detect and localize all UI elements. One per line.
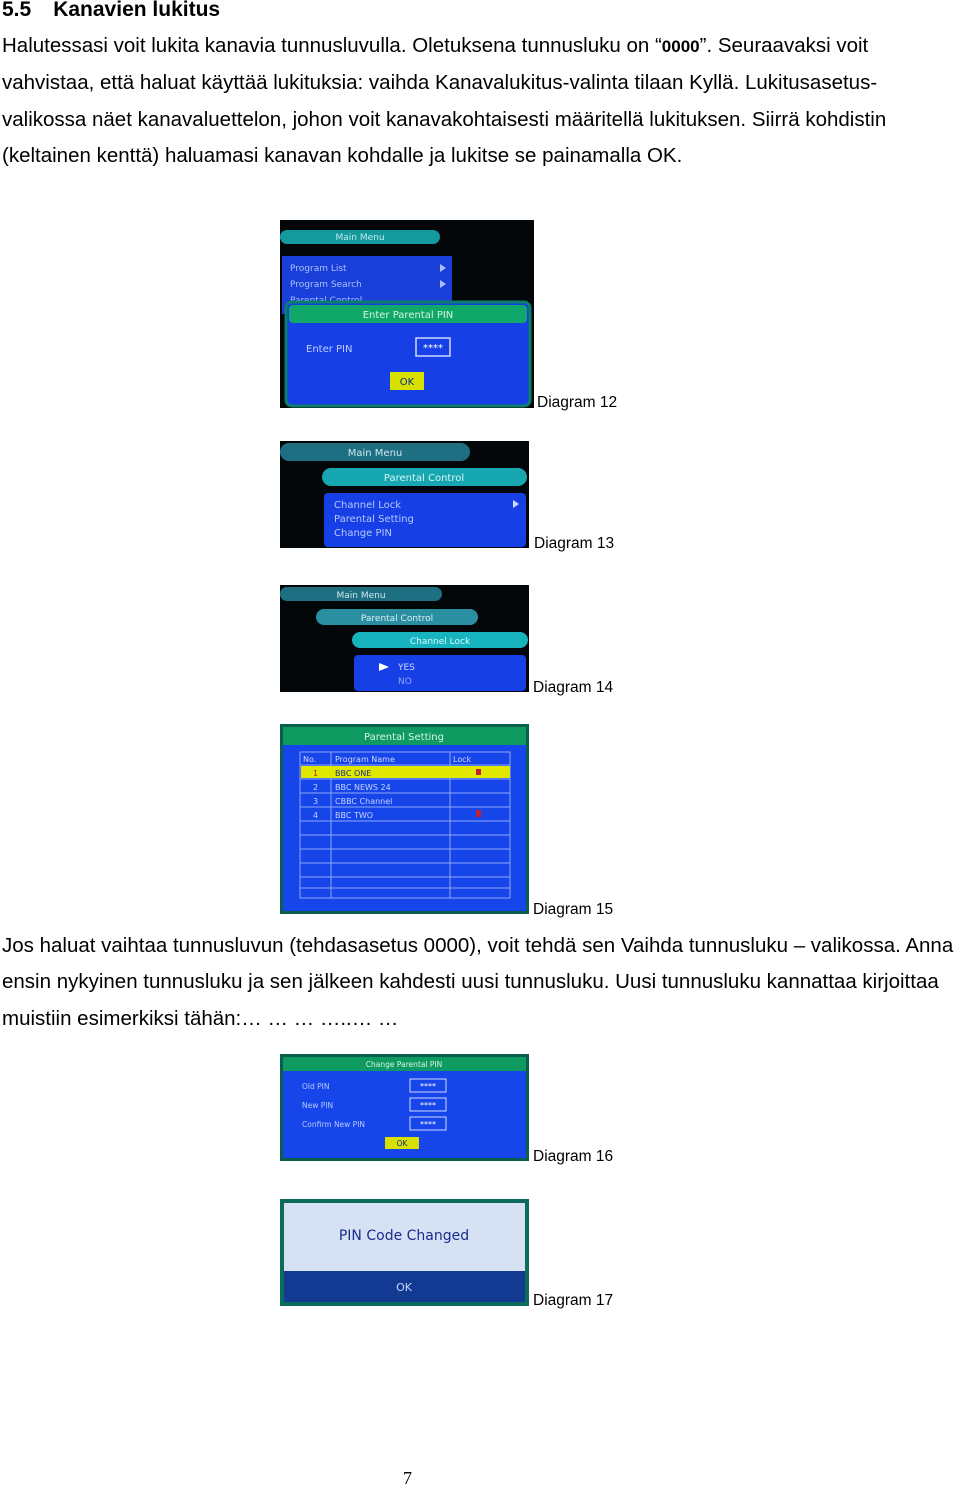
d13-menu-item: Change PIN <box>334 528 392 539</box>
diagram-17-screenshot <box>280 1199 529 1311</box>
d17-ok-button: OK <box>396 1281 412 1294</box>
diagram-16-caption: Diagram 16 <box>533 1148 614 1165</box>
diagram-12-caption: Diagram 12 <box>537 394 618 411</box>
intro-paragraph <box>2 28 958 174</box>
d15-title: Parental Setting <box>364 732 444 743</box>
diagram-16-screenshot <box>280 1054 529 1166</box>
d12-menu-item: Program List <box>290 264 347 274</box>
diagram-17-caption: Diagram 17 <box>533 1292 614 1309</box>
d14-main-menu: Main Menu <box>336 591 386 601</box>
d12-pin-label: Enter PIN <box>306 344 353 355</box>
d15-row-name: BBC NEWS 24 <box>335 783 391 792</box>
intro-text-start: Halutessasi voit lukita kanavia tunnusluvulla. Oletuksena tunnusluku on “ <box>2 34 662 57</box>
default-pin: 0000 <box>661 37 700 56</box>
d16-title: Change Parental PIN <box>365 1060 443 1069</box>
diagram-15-caption: Diagram 15 <box>533 901 614 918</box>
d14-option-no: NO <box>398 677 412 687</box>
d16-field-value: **** <box>420 1082 436 1091</box>
d14-submenu: Parental Control <box>360 614 434 624</box>
d17-message: PIN Code Changed <box>338 1228 470 1244</box>
diagram-14-caption: Diagram 14 <box>533 679 614 696</box>
d14-option-yes: YES <box>398 663 415 673</box>
d15-row-no: 4 <box>313 811 319 820</box>
d12-ok-button: OK <box>399 377 415 388</box>
d13-submenu: Parental Control <box>383 473 465 484</box>
d12-menu-item: Program Search <box>290 280 362 290</box>
page-number: 7 <box>403 1468 412 1488</box>
d12-main-menu: Main Menu <box>335 233 385 243</box>
d15-row-name: BBC TWO <box>335 811 374 820</box>
d15-row-no: 2 <box>313 783 319 792</box>
d15-header-lock: Lock <box>453 755 472 764</box>
intro-text-end: ”. Seuraavaksi voit vahvistaa, että haluat käyttää lukituksia: vaihda Kanavalukitus-valinta tilaan Kyllä. Lukitusasetus-valikossa näet kanavaluettelon, johon voit kanavakohtaisesti määritellä lukituksen. Siirrä kohdistin (keltainen kenttä) haluamasi kanavan kohdalle ja lukitse se painamalla OK. <box>2 34 887 167</box>
d14-subsubmenu: Channel Lock <box>409 637 471 647</box>
lock-icon <box>476 769 481 775</box>
d15-row-name: BBC ONE <box>335 769 372 778</box>
section-heading <box>2 0 220 22</box>
d16-ok-button: OK <box>396 1139 408 1148</box>
d13-menu-item: Parental Setting <box>334 514 414 525</box>
d15-row-name: CBBC Channel <box>335 797 393 806</box>
d16-field-label: Old PIN <box>302 1082 330 1091</box>
d15-row-no: 1 <box>313 769 319 778</box>
section-number: 5.5 <box>2 0 32 21</box>
d13-main-menu: Main Menu <box>347 448 403 459</box>
d13-menu-item: Channel Lock <box>334 500 402 511</box>
d16-field-label: Confirm New PIN <box>302 1120 366 1129</box>
diagram-13-caption: Diagram 13 <box>534 535 615 552</box>
diagram-14-screenshot <box>280 585 529 697</box>
d15-header-no: No. <box>303 755 317 764</box>
diagram-15-screenshot <box>280 724 529 919</box>
d15-header-name: Program Name <box>335 755 395 764</box>
d12-dialog-title: Enter Parental PIN <box>362 310 454 321</box>
diagram-12-screenshot <box>280 220 534 413</box>
d12-pin-value: **** <box>423 343 443 354</box>
d16-field-label: New PIN <box>302 1101 334 1110</box>
section-title: Kanavien lukitus <box>53 0 221 21</box>
outro-paragraph: Jos haluat vaihtaa tunnusluvun (tehdasasetus 0000), voit tehdä sen Vaihda tunnusluku – valikossa. Anna ensin nykyinen tunnusluku ja sen jälkeen kahdesti uusi tunnusluku. Uusi tunnusluku kannattaa kirjoittaa muistiin esimerkiksi tähän:… … … …..… … <box>2 934 954 1030</box>
diagram-13-screenshot <box>280 441 529 553</box>
d16-field-value: **** <box>420 1120 436 1129</box>
lock-icon <box>476 810 481 817</box>
d15-row-no: 3 <box>313 797 319 806</box>
d16-field-value: **** <box>420 1101 436 1110</box>
